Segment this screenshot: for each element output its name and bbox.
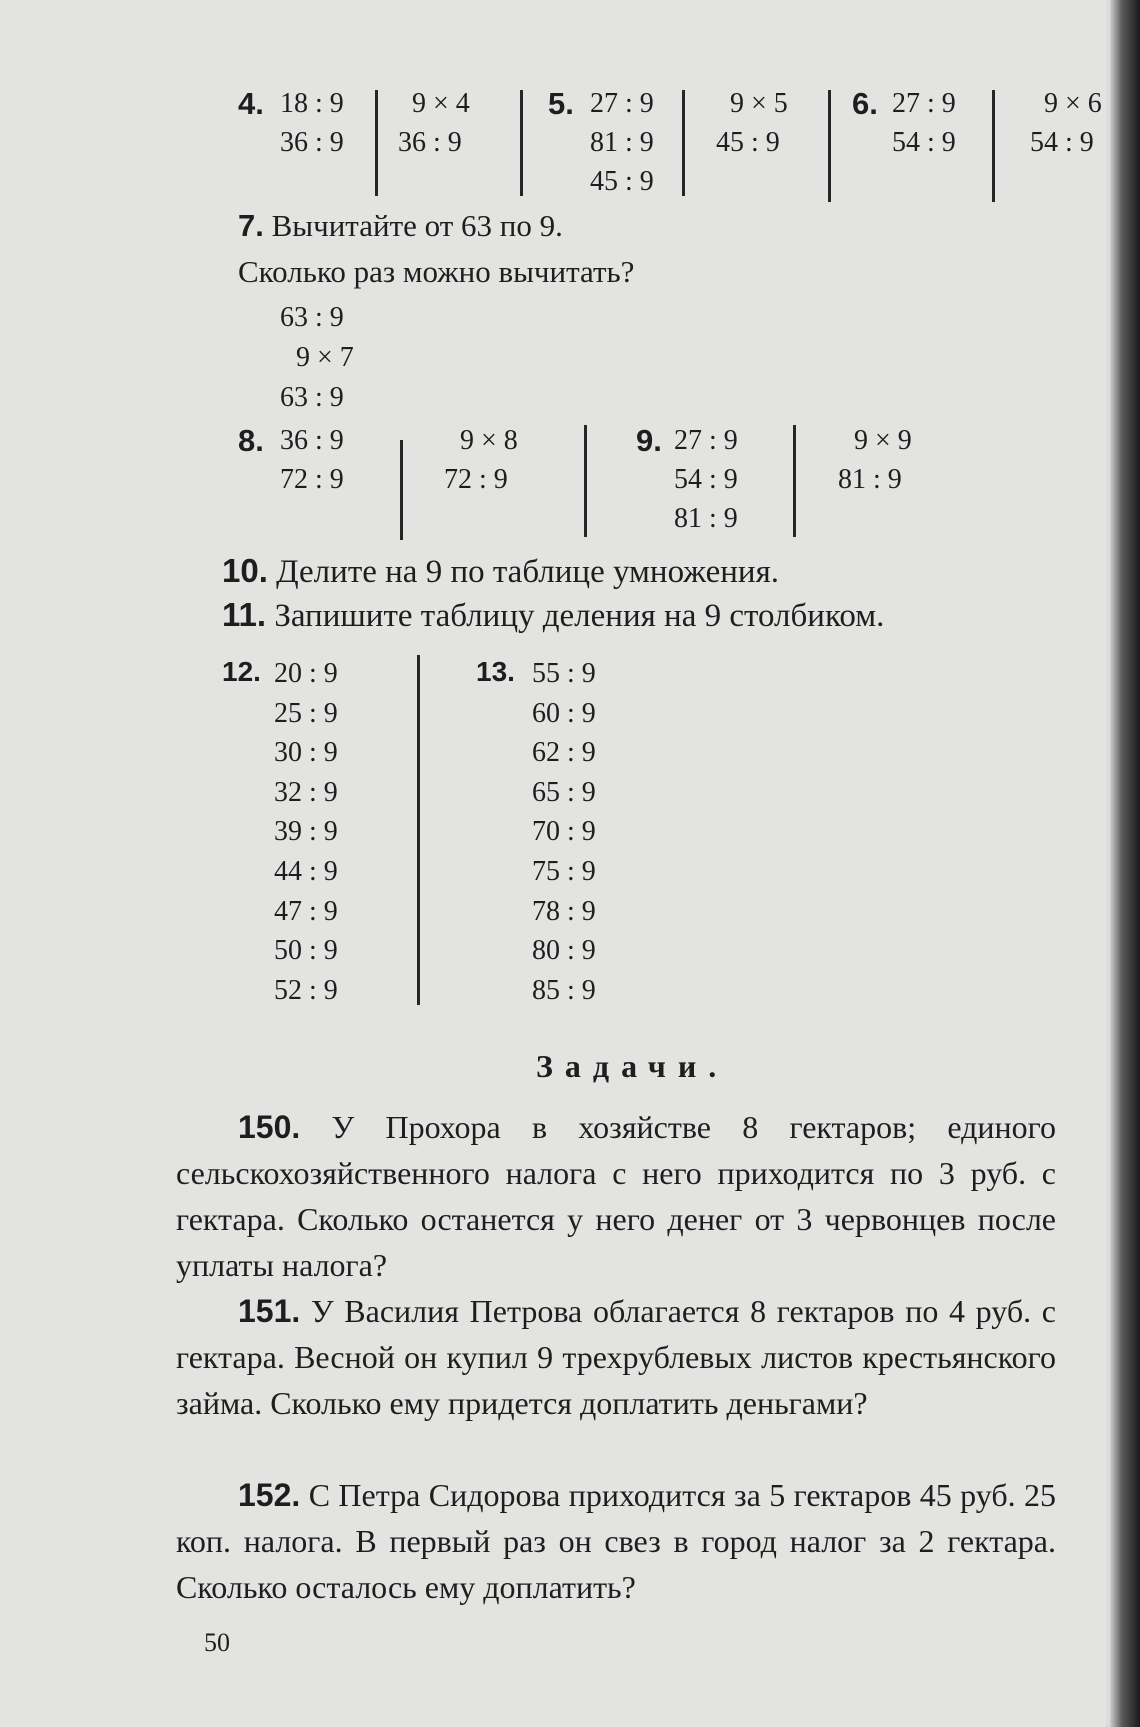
ex5-division-2: 81 : 9	[590, 127, 654, 158]
ex7-line2: Сколько раз можно вычитать?	[238, 254, 635, 289]
ex8-division-2: 72 : 9	[280, 464, 344, 495]
section-heading: Задачи.	[536, 1048, 729, 1084]
ex12-item: 32 : 9	[274, 776, 338, 808]
ex7-multiplication: 9 × 7	[296, 342, 354, 373]
ex5-division-1: 27 : 9	[590, 88, 654, 119]
ex11-line	[222, 596, 884, 635]
ex13-item: 62 : 9	[532, 737, 596, 769]
ex5-division-3: 45 : 9	[590, 166, 654, 197]
ex13-item: 85 : 9	[532, 974, 596, 1006]
problem-150-text: У Прохора в хозяйстве 8 гектаров; единого сельскохозяйственного налога с него приходится по 3 руб. с гектара. Сколько останется у него денег от 3 червонцев после уплаты налога?	[176, 1109, 1057, 1283]
ex7-text: Вычитайте от 63 по 9.	[271, 208, 563, 243]
ex13-number: 13.	[476, 656, 515, 687]
ex13-item: 78 : 9	[532, 895, 596, 927]
ex9-multiplication: 9 × 9	[854, 425, 912, 456]
ex13-item: 65 : 9	[532, 776, 596, 808]
ex13-item: 55 : 9	[532, 658, 596, 689]
ex9-division-1: 27 : 9	[674, 425, 738, 456]
ex9-division-2: 54 : 9	[674, 464, 738, 495]
ex13-item: 80 : 9	[532, 935, 596, 967]
ex4-check: 36 : 9	[398, 127, 462, 158]
ex8-ex9-divider	[584, 425, 587, 537]
ex6-check: 54 : 9	[1030, 127, 1094, 158]
ex12-ex13-divider	[417, 655, 420, 1005]
ex12-item: 44 : 9	[274, 856, 338, 887]
ex12-item: 30 : 9	[274, 737, 338, 769]
ex10-text: Делите на 9 по таблице умножения.	[276, 554, 780, 590]
ex13-item: 60 : 9	[532, 697, 596, 729]
ex4-multiplication: 9 × 4	[412, 88, 470, 119]
ex11-number: 11.	[222, 596, 267, 633]
ex12-item: 20 : 9	[274, 658, 338, 689]
ex4-number: 4.	[238, 86, 264, 121]
ex7-division: 63 : 9	[280, 302, 344, 333]
ex9-divider	[793, 425, 796, 537]
ex5-multiplication: 9 × 5	[730, 88, 788, 119]
ex5-check: 45 : 9	[716, 127, 780, 158]
ex12-item: 47 : 9	[274, 895, 338, 927]
ex4-ex5-divider	[520, 90, 523, 196]
problem-152-text: С Петра Сидорова приходится за 5 гектаров 45 руб. 25 коп. налога. В первый раз он свез в город налог за 2 гектара. Сколько осталось ему доплатить?	[176, 1477, 1057, 1605]
problem-151	[176, 1288, 1056, 1426]
ex8-divider	[400, 440, 403, 540]
ex10-line	[222, 552, 779, 591]
ex10-number: 10.	[222, 552, 268, 589]
page-edge-shadow	[1110, 0, 1140, 1727]
ex8-division-1: 36 : 9	[280, 425, 344, 456]
ex7-check: 63 : 9	[280, 382, 344, 413]
ex11-text: Запишите таблицу деления на 9 столбиком.	[274, 598, 885, 634]
ex13-item: 75 : 9	[532, 856, 596, 887]
page-number: 50	[204, 1628, 230, 1657]
problem-152	[176, 1472, 1056, 1610]
ex13-item: 70 : 9	[532, 816, 596, 848]
ex8-check: 72 : 9	[444, 464, 508, 495]
ex12-item: 52 : 9	[274, 974, 338, 1006]
ex6-division-1: 27 : 9	[892, 88, 956, 119]
ex8-number: 8.	[238, 423, 264, 458]
ex5-divider	[682, 90, 685, 196]
problem-151-number: 151.	[238, 1293, 301, 1329]
ex4-division-2: 36 : 9	[280, 127, 344, 158]
problem-150	[176, 1104, 1056, 1288]
problem-150-number: 150.	[238, 1109, 301, 1145]
problem-152-number: 152.	[238, 1477, 301, 1513]
ex12-item: 39 : 9	[274, 816, 338, 848]
ex6-multiplication: 9 × 6	[1044, 88, 1102, 119]
ex5-number: 5.	[548, 86, 574, 121]
ex9-check: 81 : 9	[838, 464, 902, 495]
ex4-division-1: 18 : 9	[280, 88, 344, 119]
ex12-item: 50 : 9	[274, 935, 338, 967]
ex6-divider	[992, 90, 995, 202]
ex6-number: 6.	[852, 86, 878, 121]
ex9-division-3: 81 : 9	[674, 503, 738, 534]
ex9-number: 9.	[636, 423, 662, 458]
ex5-ex6-divider	[828, 90, 831, 202]
ex7-number: 7.	[238, 208, 264, 243]
ex7-line1	[238, 208, 563, 244]
problem-151-text: У Василия Петрова облагается 8 гектаров по 4 руб. с гектара. Весной он купил 9 трехрублевых листов крестьянского займа. Сколько ему придется доплатить деньгами?	[176, 1293, 1057, 1421]
ex8-multiplication: 9 × 8	[460, 425, 518, 456]
ex4-divider	[375, 90, 378, 196]
ex12-number: 12.	[222, 656, 261, 687]
ex6-division-2: 54 : 9	[892, 127, 956, 158]
ex12-item: 25 : 9	[274, 697, 338, 729]
